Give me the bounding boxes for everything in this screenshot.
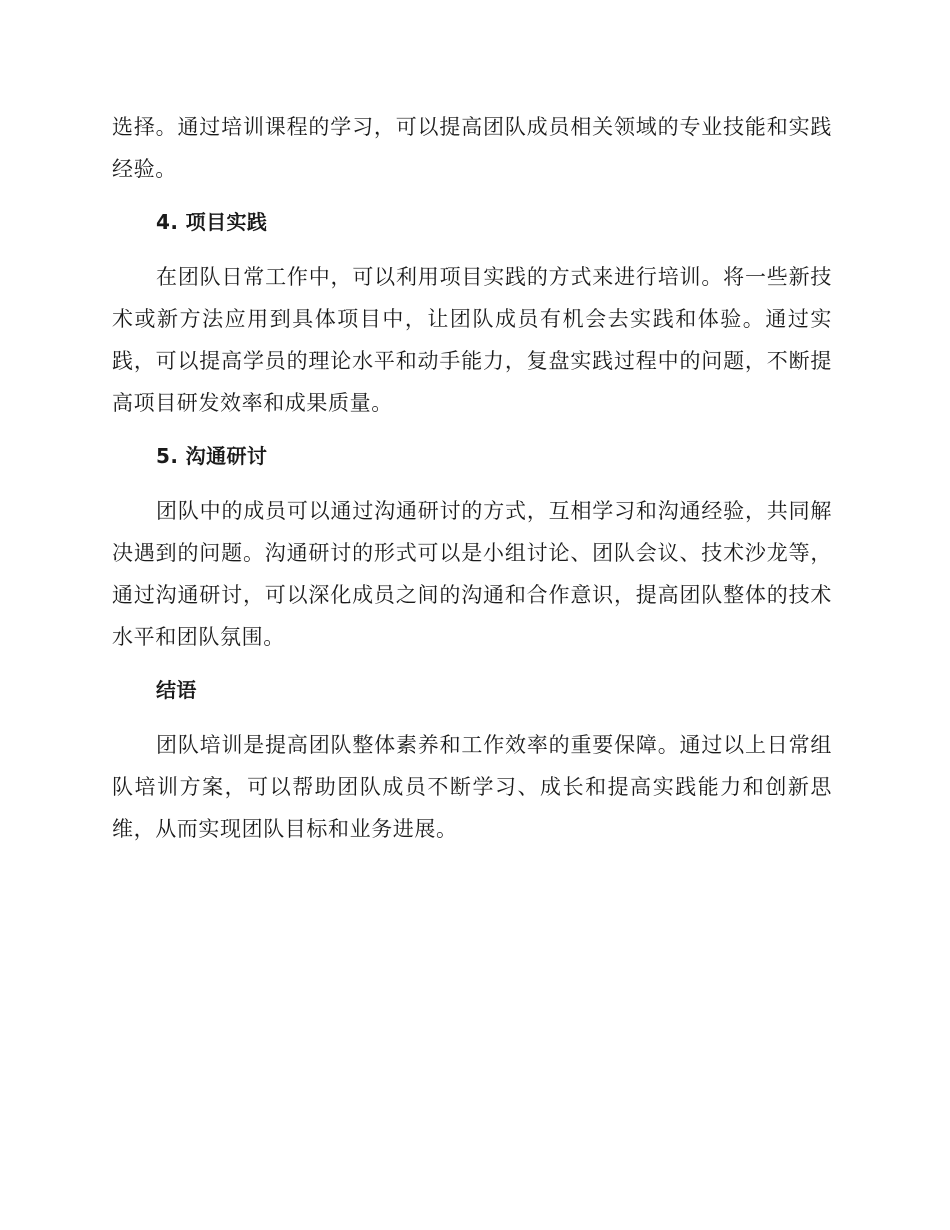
section-heading: 4. 项目实践 [156, 210, 268, 234]
section-heading: 结语 [156, 678, 197, 702]
section-body: 团队中的成员可以通过沟通研讨的方式，互相学习和沟通经验，共同解决遇到的问题。沟通研讨的形式可以是小组讨论、团队会议、技术沙龙等，通过沟通研讨，可以深化成员之间的沟通和合作意识，提高团队整体的技术水平和团队氛围。 [112, 499, 832, 649]
section-body: 团队培训是提高团队整体素养和工作效率的重要保障。通过以上日常组队培训方案，可以帮助团队成员不断学习、成长和提高实践能力和创新思维，从而实现团队目标和业务进展。 [112, 733, 832, 841]
section-heading: 5. 沟通研讨 [156, 444, 268, 468]
section-body: 在团队日常工作中，可以利用项目实践的方式来进行培训。将一些新技术或新方法应用到具体项目中，让团队成员有机会去实践和体验。通过实践，可以提高学员的理论水平和动手能力，复盘实践过程中的问题，不断提高项目研发效率和成果质量。 [112, 265, 832, 415]
intro-paragraph: 选择。通过培训课程的学习，可以提高团队成员相关领域的专业技能和实践经验。 [112, 115, 832, 181]
section-project-practice [112, 202, 832, 424]
section-conclusion [112, 670, 832, 850]
section-communication-discussion [112, 436, 832, 658]
